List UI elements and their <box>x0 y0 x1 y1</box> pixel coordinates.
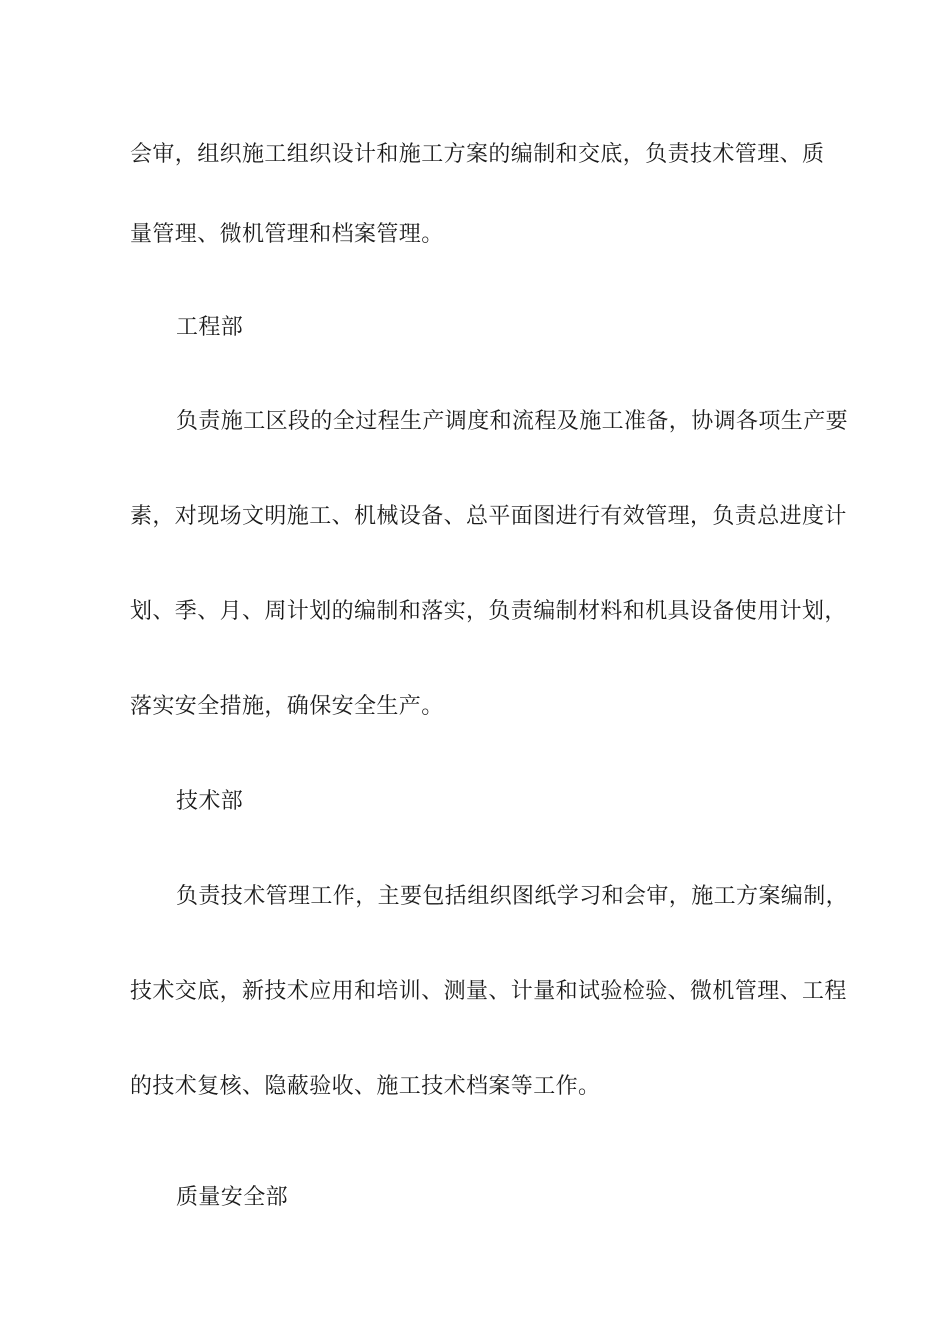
section-heading-engineering: 工程部 <box>176 315 244 340</box>
paragraph-line: 负责施工区段的全过程生产调度和流程及施工准备，协调各项生产要 <box>176 409 849 434</box>
paragraph-line: 会审，组织施工组织设计和施工方案的编制和交底，负责技术管理、质 <box>130 142 825 167</box>
paragraph-line: 落实安全措施，确保安全生产。 <box>130 694 444 719</box>
paragraph-line: 技术交底，新技术应用和培训、测量、计量和试验检验、微机管理、工程 <box>130 979 847 1004</box>
section-heading-technical: 技术部 <box>176 789 244 814</box>
paragraph-line: 负责技术管理工作，主要包括组织图纸学习和会审，施工方案编制， <box>176 884 849 909</box>
paragraph-line: 划、季、月、周计划的编制和落实，负责编制材料和机具设备使用计划， <box>130 599 847 624</box>
paragraph-line: 量管理、微机管理和档案管理。 <box>130 222 444 247</box>
section-heading-quality-safety: 质量安全部 <box>176 1185 289 1210</box>
paragraph-line: 的技术复核、隐蔽验收、施工技术档案等工作。 <box>130 1074 601 1099</box>
paragraph-line: 素，对现场文明施工、机械设备、总平面图进行有效管理，负责总进度计 <box>130 504 847 529</box>
